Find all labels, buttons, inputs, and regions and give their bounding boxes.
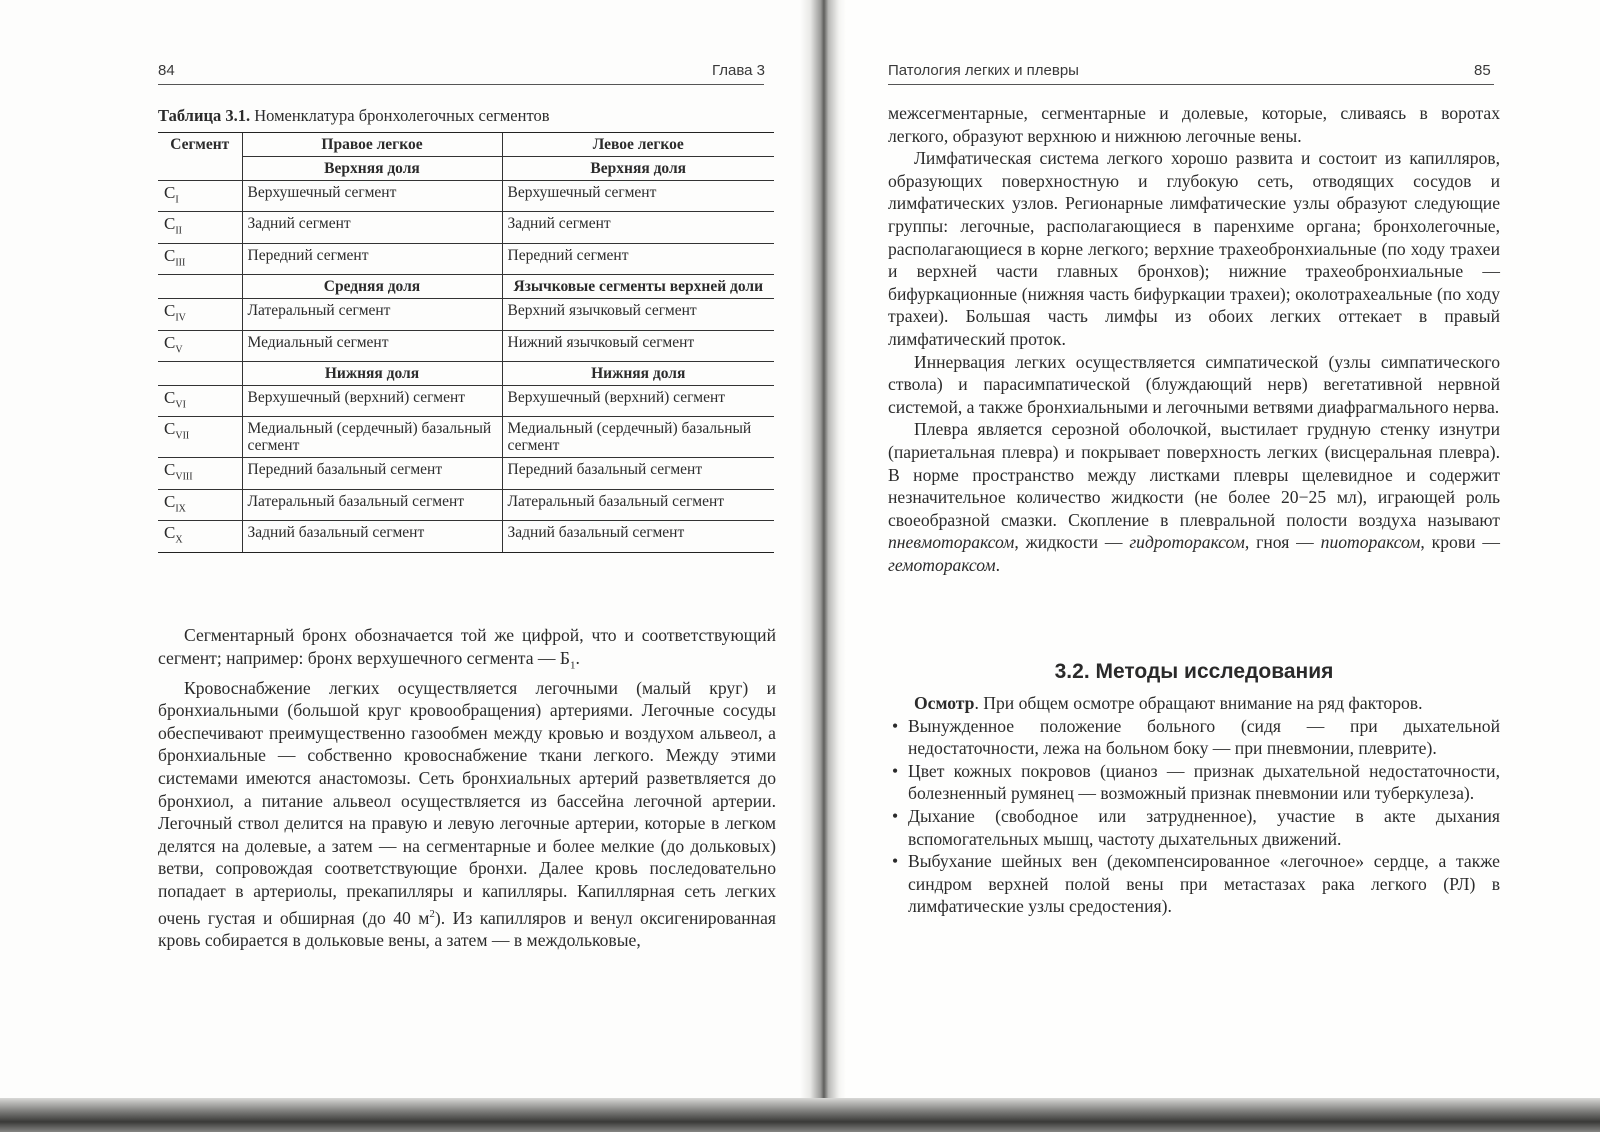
right-lung-cell: Медиальный сегмент (242, 330, 502, 361)
paragraph-pleura: Плевра является серозной оболочкой, выстилает грудную стенку изнутри (париетальная плевра) и покрывает поверхность легких (висцеральная плевра). В норме пространство между листками плевры щелевидное и содержит незначительное количество жидкости (не более 20−25 мл), играющей роль своеобразной смазки. Скопление в плевральной полости воздуха называют пневмотораксом, жидкости — гидротораксом, гноя — пиотораксом, крови — гемотораксом. (888, 419, 1501, 575)
table-group-row (158, 275, 774, 299)
segment-code: $С_{VIII}$ (158, 458, 242, 489)
segment-code: $С_X$ (158, 521, 242, 552)
scan-bottom-edge (0, 1098, 1600, 1132)
right-lung-cell: Задний сегмент (242, 212, 502, 243)
table-row (158, 417, 774, 458)
left-lung-cell: Передний базальный сегмент (502, 458, 774, 489)
list-item: • Выбухание шейных вен (декомпенсированное «легочное» сердце, а также синдром верхней полой вены при метастазах рака легкого (РЛ) в лимфатические узлы средостения). (892, 851, 1500, 917)
segment-code: $С_{IX}$ (158, 489, 242, 520)
exam-bullet-list (888, 715, 1500, 918)
header-left-lung: Левое легкое (502, 133, 774, 157)
section-title: 3.2. Методы исследования (1054, 660, 1334, 683)
table-caption-text: Номенклатура бронхолегочных сегментов (250, 106, 550, 125)
right-lung-cell: Передний сегмент (242, 243, 502, 274)
left-body-text (158, 624, 776, 952)
left-lung-cell: Передний сегмент (502, 243, 774, 274)
group-left: Верхняя доля (502, 157, 774, 181)
group-left: Язычковые сегменты верхней доли (502, 275, 774, 299)
table-row (158, 299, 774, 330)
bullet-icon: • (892, 715, 899, 736)
table-row (158, 181, 774, 212)
empty-cell (158, 275, 242, 299)
left-lung-cell: Задний базальный сегмент (502, 521, 774, 552)
table-row (158, 521, 774, 552)
left-lung-cell: Задний сегмент (502, 212, 774, 243)
list-item: • Дыхание (свободное или затрудненное), участие в акте дыхания вспомогательных мышц, частоту дыхательных движений. (892, 805, 1500, 849)
list-item: • Вынужденное положение больного (сидя — при дыхательной недостаточности, лежа на больном боку — при пневмонии, плеврите). (892, 715, 1500, 759)
paragraph-exam: Осмотр. При общем осмотре обращают внимание на ряд факторов. (914, 693, 1423, 713)
paragraph-blood-supply: Кровоснабжение легких осуществляется легочными (малый круг) и бронхиальными (большой круг кровообращения) артериями. Легочные сосуды обеспечивают преимущественно газообмен между кровью и воздухом альвеол, а бронхиальные — собственно кровоснабжение ткани легкого. Между этими системами имеются анастомозы. Сеть бронхиальных артерий разветвляется до бронхиол, а питание альвеол осуществляется из бассейна легочной артерии. Легочный ствол делится на правую и левую легочные артерии, которые в легком делятся на долевые, а затем — на сегментарные и более мелкие (до дольковых) ветви, сопровождая соответствующие бронхи. Далее кровь последовательно попадает в артериолы, прекапилляры и капилляры. Капиллярная сеть легких очень густая и обширная (до 40 $м^2$). Из капилляров и венул оксигенированная кровь собирается в дольковые вены, а затем — в междольковые, (158, 677, 776, 951)
list-item: • Цвет кожных покровов (цианоз — признак дыхательной недостаточности, болезненный румянец — возможный признак пневмонии или туберкулеза). (892, 760, 1500, 804)
left-lung-cell: Медиальный (сердечный) базальный сегмент (502, 417, 774, 458)
table-row (158, 458, 774, 489)
table-row (158, 489, 774, 520)
page-number-left: 84 (158, 62, 175, 79)
segment-code: $С_{III}$ (158, 243, 242, 274)
right-lung-cell: Латеральный сегмент (242, 299, 502, 330)
table-group-row (158, 361, 774, 385)
right-lung-cell: Передний базальный сегмент (242, 458, 502, 489)
header-rule-right (888, 84, 1494, 85)
right-lung-cell: Медиальный (сердечный) базальный сегмент (242, 417, 502, 458)
table-caption (158, 106, 550, 126)
segment-code: $С_{IV}$ (158, 299, 242, 330)
bullet-icon: • (892, 760, 899, 781)
table-group-row (158, 157, 774, 181)
segment-code: $С_{VII}$ (158, 417, 242, 458)
paragraph-lymph: Лимфатическая система легкого хорошо развита и состоит из капилляров, образующих поверхностную и глубокую сеть, отводящих сосудов и лимфатических узлов. Регионарные лимфатические узлы образуют следующие группы: легочные, располагающиеся в паренхиме органа; бронхолегочные, располагающиеся в корне легкого; верхние трахеобронхиальные (по ходу трахеи и верхней части главных бронхов); нижние трахеобронхиальные — бифуркационные (нижняя часть бифуркации трахеи); околотрахеальные (по ходу трахеи). Большая часть лимфы из обоих легких оттекает в правый лимфатический проток. (888, 148, 1500, 349)
paragraph-veins: межсегментарные, сегментарные и долевые, которые, сливаясь в воротах легкого, образуют верхнюю и нижнюю легочные вены. (888, 103, 1500, 146)
segments-table (158, 132, 774, 553)
book-spine (800, 0, 846, 1132)
exam-section (888, 692, 1500, 918)
table-row (158, 212, 774, 243)
left-lung-cell: Верхушечный (верхний) сегмент (502, 385, 774, 416)
bullet-icon: • (892, 851, 899, 872)
group-right: Средняя доля (242, 275, 502, 299)
right-lung-cell: Латеральный базальный сегмент (242, 489, 502, 520)
segment-code: $С_I$ (158, 181, 242, 212)
table-header-row (158, 133, 774, 157)
right-lung-cell: Задний базальный сегмент (242, 521, 502, 552)
segment-code: $С_{II}$ (158, 212, 242, 243)
header-right-lung: Правое легкое (242, 133, 502, 157)
page-number-right: 85 (1474, 62, 1491, 79)
running-head-right: Патология легких и плевры (888, 62, 1079, 79)
right-body-text (888, 102, 1500, 576)
header-rule-left (158, 84, 764, 85)
table-row (158, 243, 774, 274)
segment-code: $С_{VI}$ (158, 385, 242, 416)
table-row (158, 330, 774, 361)
right-lung-cell: Верхушечный (верхний) сегмент (242, 385, 502, 416)
table-caption-label: Таблица 3.1. (158, 106, 251, 125)
table-row (158, 385, 774, 416)
group-left: Нижняя доля (502, 361, 774, 385)
group-right: Верхняя доля (242, 157, 502, 181)
bullet-icon: • (892, 805, 899, 826)
right-lung-cell: Верхушечный сегмент (242, 181, 502, 212)
empty-cell (158, 361, 242, 385)
group-right: Нижняя доля (242, 361, 502, 385)
paragraph-bronchus: Сегментарный бронх обозначается той же цифрой, что и соответствующий сегмент; например: бронх верхушечного сегмента — $Б_1$. (158, 625, 776, 672)
running-head-left: Глава 3 (712, 62, 766, 79)
paragraph-innervation: Иннервация легких осуществляется симпатической (узлы симпатического ствола) и парасимпатической (блуждающий нерв) вегетативной нервной системой, а также бронхиальными и легочными ветвями диафрагмального нерва. (888, 351, 1500, 417)
left-lung-cell: Нижний язычковый сегмент (502, 330, 774, 361)
left-lung-cell: Верхний язычковый сегмент (502, 299, 774, 330)
segment-code: $С_V$ (158, 330, 242, 361)
left-lung-cell: Верхушечный сегмент (502, 181, 774, 212)
left-lung-cell: Латеральный базальный сегмент (502, 489, 774, 520)
header-segment: Сегмент (158, 133, 242, 181)
